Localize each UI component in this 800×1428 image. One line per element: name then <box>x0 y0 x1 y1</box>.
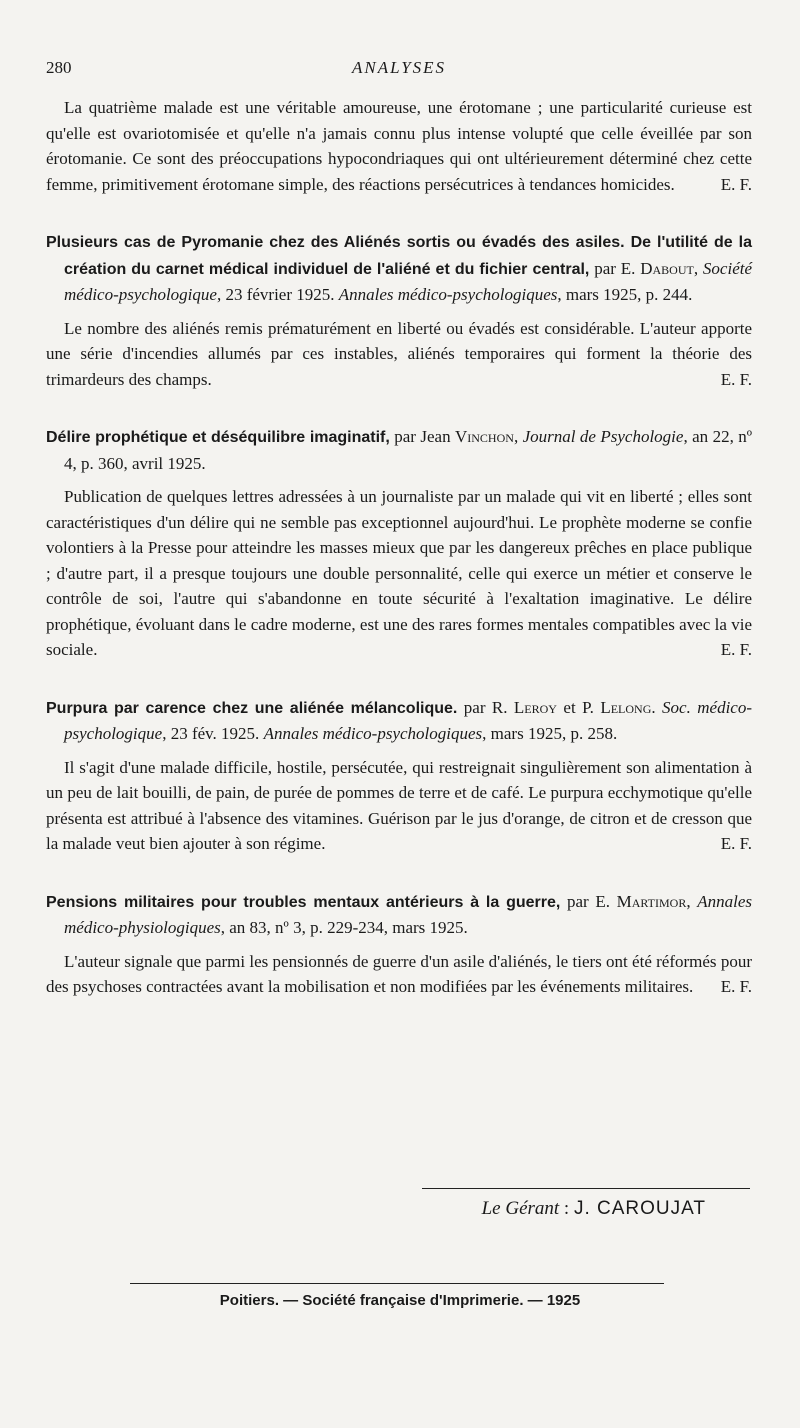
entry-sep: . <box>651 697 663 717</box>
entry-body <box>46 949 752 1000</box>
entry-body-text: Il s'agit d'une malade difficile, hostile, persécutée, qui restreignait singulièrement son alimentation à un peu de lait bouilli, de pain, de purée de pommes de terre et de café. Le purpura ecchymotique qu'elle présenta est attribué à l'absence des vitamines. Guérison par le jus d'orange, de citron et de cresson que la malade veut bien ajouter à son régime. <box>46 757 752 853</box>
entry-journal: Annales médico-physiologiques <box>64 891 753 937</box>
entry-body <box>46 484 752 663</box>
entry-reference: , an 83, nº 3, p. 229-234, mars 1925. <box>220 918 468 937</box>
entry-citation <box>46 695 752 747</box>
entry-by: par Jean <box>389 427 455 446</box>
running-head <box>46 58 752 82</box>
entry-author: Vinchon <box>454 427 514 446</box>
intro-text: La quatrième malade est une véritable amoureuse, une érotomane ; une particularité curieuse est qu'elle est ovariotomisée et qu'elle n'a jamais connu plus intense volupté que celle éveillée par son érotomanie. Ce sont des préoccupations hypocondriaques qui ont ultérieurement déterminé chez cette femme, primitivement érotomane simple, des réactions persécutrices à tendances homicides. <box>46 98 752 194</box>
review-entry <box>46 889 752 1000</box>
entry-sep: , <box>686 891 698 911</box>
entry-source: Soc. médico-psychologique <box>64 697 753 743</box>
gerant-divider <box>422 1188 750 1189</box>
entry-author: Dabout <box>640 258 694 278</box>
entry-signature: E. F. <box>720 640 752 659</box>
entry-by: par E. <box>589 258 641 278</box>
entry-journal: Annales médico-psychologiques <box>263 724 483 743</box>
entry-author-2: Lelong <box>600 697 652 717</box>
entry-sep: , <box>513 427 523 446</box>
entry-body <box>46 755 752 857</box>
gerant-separator: : <box>559 1198 574 1219</box>
entry-author: Leroy <box>513 697 557 717</box>
review-entry <box>46 695 752 857</box>
imprint-divider <box>130 1283 664 1284</box>
entry-citation <box>46 424 752 476</box>
entry-date: , 23 fév. 1925. <box>162 724 264 743</box>
page-body <box>46 95 752 1000</box>
entry-reference: , mars 1925, p. 258. <box>482 724 618 743</box>
intro-signature: E. F. <box>720 174 752 194</box>
gerant-label: Le Gérant <box>481 1198 560 1219</box>
entry-title: Pensions militaires pour troubles mentaux antérieurs à la guerre, <box>46 893 561 911</box>
intro-paragraph <box>46 95 752 197</box>
entry-body-text: Publication de quelques lettres adressées à un journaliste par un malade qui vit en liberté ; elles sont caractéristiques d'un délire qui ne semble pas exceptionnel aujourd'hui. Le prophète moderne se confie volontiers à la Presse pour atteindre les masses mieux que par les dangereux prêches en place publique ; d'autre part, il a presque toujours une double personnalité, celle qui exerce un métier et conserve le contrôle de soi, l'autre qui s'abandonne en toute sécurité à l'exaltation imaginative. Le délire prophétique, évoluant dans le cadre moderne, est une des rares formes mentales compatibles avec la vie sociale. <box>46 487 752 659</box>
entry-by: par E. <box>560 891 617 911</box>
entry-title: Plusieurs cas de Pyromanie chez des Aliénés sortis ou évadés des asiles. De l'utilité de la création du carnet médical individuel de l'aliéné et du fichier central, <box>46 234 752 278</box>
entry-signature: E. F. <box>720 834 752 853</box>
entry-citation <box>46 229 752 308</box>
entry-journal: Annales médico-psychologiques <box>338 285 558 304</box>
running-title: ANALYSES <box>351 58 447 77</box>
entry-citation <box>46 889 752 941</box>
entry-signature: E. F. <box>720 977 752 996</box>
entry-body-text: L'auteur signale que parmi les pensionnés de guerre d'un asile d'aliénés, le tiers ont été réformés pour des psychoses contractées avant la mobilisation et non modifiées par les événements militaires. <box>46 951 752 996</box>
entry-reference: , mars 1925, p. 244. <box>557 285 693 304</box>
entry-body <box>46 316 752 393</box>
imprint: Poitiers. — Société française d'Imprimerie. — 1925 <box>219 1292 581 1309</box>
review-entry <box>46 229 752 392</box>
entry-title: Purpura par carence chez une aliénée mélancolique. <box>46 699 458 717</box>
entry-by: par R. <box>457 697 514 717</box>
entry-sep: et P. <box>556 697 601 717</box>
gerant-line <box>482 1198 706 1220</box>
gerant-name: J. CAROUJAT <box>573 1198 706 1219</box>
entry-reference: , an 22, nº 4, p. 360, avril 1925. <box>64 427 753 473</box>
page-number: 280 <box>46 58 72 77</box>
entry-date: , 23 février 1925. <box>216 285 339 304</box>
entry-title: Délire prophétique et déséquilibre imaginatif, <box>46 429 390 446</box>
entry-journal: Journal de Psychologie <box>522 427 684 446</box>
entry-sep: , <box>693 258 703 278</box>
entry-source: Société médico-psychologique <box>64 258 753 304</box>
entry-signature: E. F. <box>720 369 752 389</box>
review-entry <box>46 424 752 663</box>
entry-author: Martimor <box>616 891 687 911</box>
entry-body-text: Le nombre des aliénés remis prématurément en liberté ou évadés est considérable. L'auteur apporte une série d'incendies allumés par ces instables, aliénés temporaires qui forment la théorie des trimardeurs des champs. <box>46 318 752 389</box>
